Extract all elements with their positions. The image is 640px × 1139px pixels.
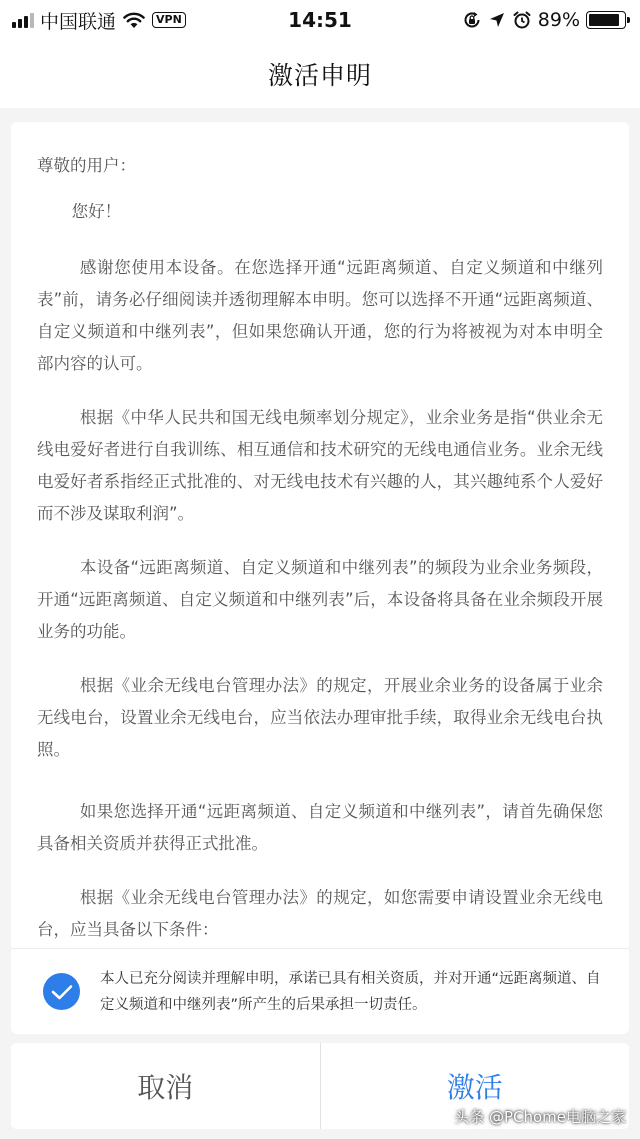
declaration-paragraph: 根据《业余无线电台管理办法》的规定，如您需要申请设置业余无线电台，应当具备以下条件：: [37, 888, 603, 939]
battery-icon: [586, 11, 626, 29]
declaration-paragraph: 如果您选择开通“远距离频道、自定义频道和中继列表”，请首先确保您具备相关资质并获得正式批准。: [37, 802, 603, 853]
activate-button[interactable]: 激活: [321, 1043, 630, 1129]
alarm-icon: [512, 10, 532, 30]
vpn-badge: VPN: [152, 12, 186, 28]
location-icon: [488, 11, 506, 29]
nav-header: [0, 40, 640, 108]
page-title: 激活申明: [267, 61, 372, 90]
battery-fill: [589, 14, 619, 26]
carrier-name: 中国联通: [40, 10, 117, 33]
cancel-button[interactable]: 取消: [11, 1043, 321, 1129]
status-left: [12, 7, 186, 34]
signal-icon: [12, 12, 34, 28]
agreement-text: 本人已充分阅读并理解申明，承诺已具有相关资质，并对开通“远距离频道、自定义频道和中继列表”所产生的后果承担一切责任。: [100, 970, 601, 1013]
declaration-paragraph: 根据《业余无线电台管理办法》的规定，开展业余业务的设备属于业余无线电台，设置业余无线电台，应当依法办理审批手续，取得业余无线电台执照。: [37, 676, 603, 759]
status-time: 14:51: [288, 8, 352, 32]
battery-percent: 89%: [537, 9, 580, 31]
status-right: [462, 9, 626, 31]
declaration-paragraph: 感谢您使用本设备。在您选择开通“远距离频道、自定义频道和中继列表”前，请务必仔细阅读并透彻理解本申明。您可以选择不开通“远距离频道、自定义频道和中继列表”，但如果您确认开通，您的行为将被视为对本申明全部内容的认可。: [37, 258, 603, 373]
declaration-paragraph: 根据《中华人民共和国无线电频率划分规定》，业余业务是指“供业余无线电爱好者进行自我训练、相互通信和技术研究的无线电通信业务。业余无线电爱好者系指经正式批准的、对无线电技术有兴趣的人，其兴趣纯系个人爱好而不涉及谋取利润”。: [37, 408, 603, 523]
rotation-lock-icon: [462, 10, 482, 30]
declaration-scroll-area[interactable]: [11, 122, 629, 947]
greeting-text: 尊敬的用户：: [37, 156, 136, 175]
agreement-checkbox[interactable]: [43, 973, 80, 1010]
declaration-paragraph: 本设备“远距离频道、自定义频道和中继列表”的频段为业余业务频段，开通“远距离频道、自定义频道和中继列表”后，本设备将具备在业余频段开展业务的功能。: [37, 558, 603, 641]
watermark-text: 头条 @PChome电脑之家: [454, 1108, 626, 1126]
declaration-card: [11, 122, 629, 1034]
hello-text: 您好！: [71, 202, 122, 221]
checkmark-icon: [51, 984, 73, 1000]
status-bar: [0, 0, 640, 40]
agreement-row[interactable]: [11, 949, 629, 1034]
wifi-icon: [122, 11, 146, 29]
